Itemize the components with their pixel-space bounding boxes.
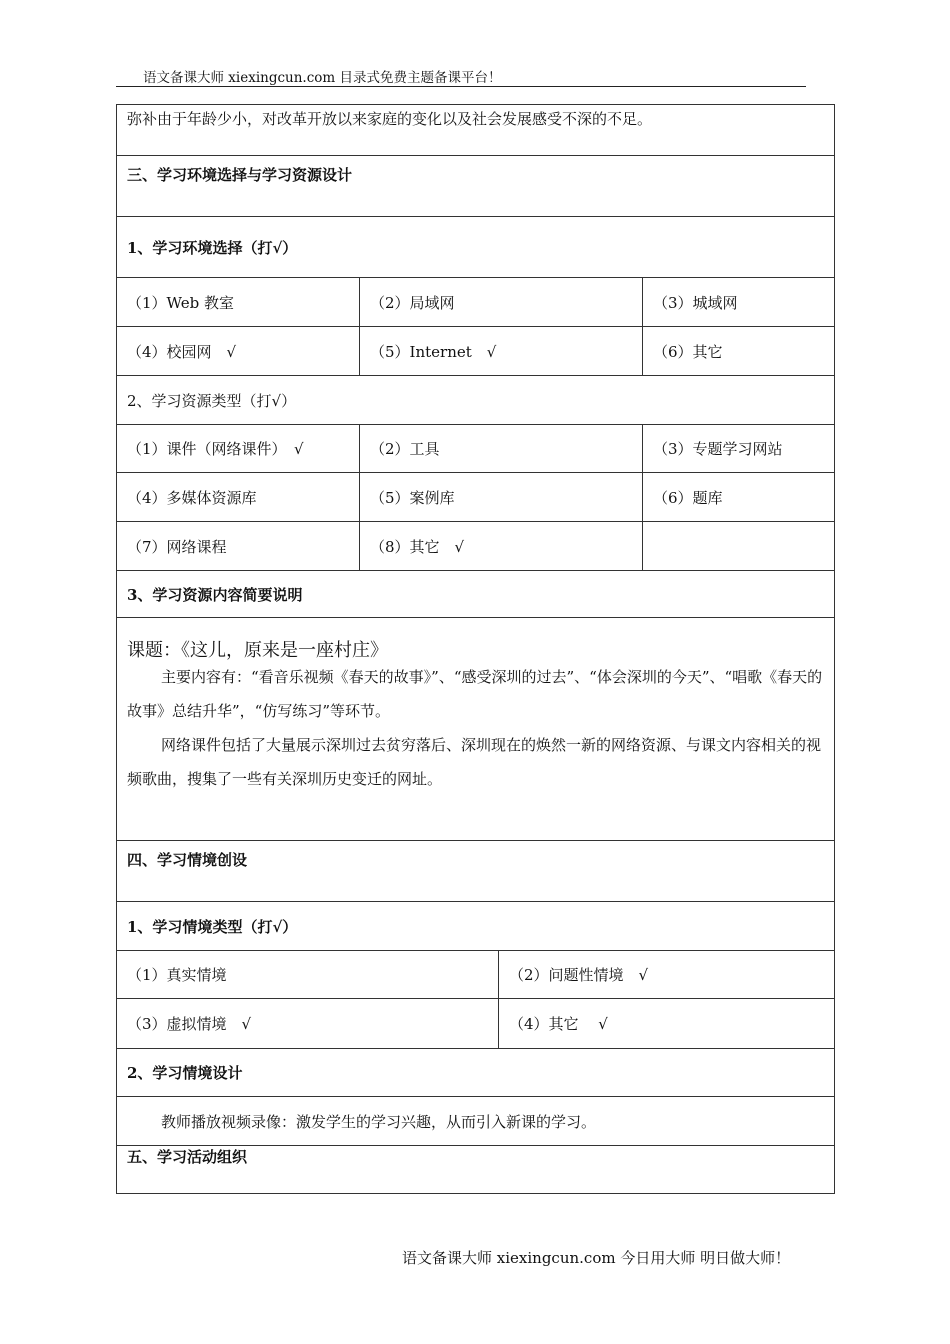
context-design-heading: 2、学习情境设计 bbox=[117, 1049, 835, 1097]
page-footer: 语文备课大师 xiexingcun.com 今日用大师 明日做大师！ bbox=[402, 1249, 791, 1267]
section-5-title: 五、学习活动组织 bbox=[117, 1146, 835, 1194]
page-header: 语文备课大师 xiexingcun.com 目录式免费主题备课平台！ bbox=[143, 70, 502, 86]
env-option: （5）Internet √ bbox=[360, 327, 643, 376]
desc-paragraph: 主要内容有：“看音乐视频《春天的故事》”、“感受深圳的过去”、“体会深圳的今天”、“唱歌《春天的故事》总结升华”，“仿写练习”等环节。 bbox=[127, 668, 823, 720]
lesson-plan-table bbox=[116, 104, 835, 1194]
resource-option: （2）工具 bbox=[360, 425, 643, 473]
resource-option: （1）课件（网络课件） √ bbox=[117, 425, 360, 473]
section-4-title: 四、学习情境创设 bbox=[117, 841, 835, 902]
resource-option: （5）案例库 bbox=[360, 473, 643, 522]
resource-option: （7）网络课程 bbox=[117, 522, 360, 571]
topic-line: 课题：《这儿，原来是一座村庄》 bbox=[127, 640, 388, 661]
desc-paragraph: 网络课件包括了大量展示深圳过去贫穷落后、深圳现在的焕然一新的网络资源、与课文内容相关的视频歌曲，搜集了一些有关深圳历史变迁的网址。 bbox=[127, 736, 822, 788]
resource-desc-body bbox=[117, 618, 835, 841]
resource-types-heading: 2、学习资源类型（打√） bbox=[117, 376, 835, 425]
env-option: （6）其它 bbox=[643, 327, 835, 376]
resource-option: （3）专题学习网站 bbox=[643, 425, 835, 473]
context-types-heading: 1、学习情境类型（打√） bbox=[117, 902, 835, 951]
intro-text: 弥补由于年龄少小，对改革开放以来家庭的变化以及社会发展感受不深的不足。 bbox=[117, 105, 835, 156]
empty-cell bbox=[643, 522, 835, 571]
resource-desc-heading: 3、学习资源内容简要说明 bbox=[117, 571, 835, 618]
context-option: （1）真实情境 bbox=[117, 951, 499, 999]
context-option: （2）问题性情境 √ bbox=[499, 951, 835, 999]
resource-option: （8）其它 √ bbox=[360, 522, 643, 571]
resource-option: （6）题库 bbox=[643, 473, 835, 522]
env-heading: 1、学习环境选择（打√） bbox=[117, 217, 835, 278]
env-option: （4）校园网 √ bbox=[117, 327, 360, 376]
resource-option: （4）多媒体资源库 bbox=[117, 473, 360, 522]
context-option: （3）虚拟情境 √ bbox=[117, 999, 499, 1049]
header-rule bbox=[116, 86, 806, 87]
context-option: （4）其它 √ bbox=[499, 999, 835, 1049]
env-option: （3）城域网 bbox=[643, 278, 835, 327]
section-3-title: 三、学习环境选择与学习资源设计 bbox=[117, 156, 835, 217]
env-option: （2）局域网 bbox=[360, 278, 643, 327]
env-option: （1）Web 教室 bbox=[117, 278, 360, 327]
context-design-text: 教师播放视频录像：激发学生的学习兴趣，从而引入新课的学习。 bbox=[117, 1097, 835, 1146]
